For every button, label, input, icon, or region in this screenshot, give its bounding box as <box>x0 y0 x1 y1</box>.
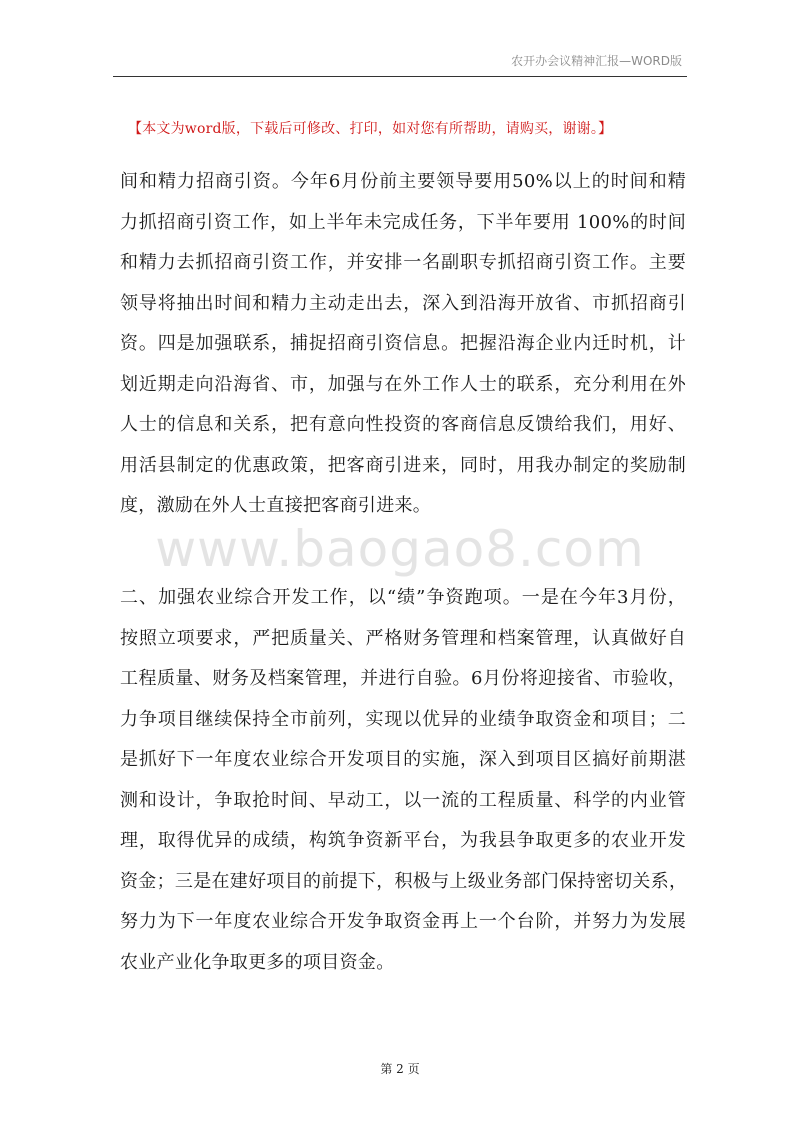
paragraph-line: 是抓好下一年度农业综合开发项目的实施，深入到项目区搞好前期湛 <box>120 749 686 770</box>
paragraph-line: 人士的信息和关系，把有意向性投资的客商信息反馈给我们，用好、 <box>120 414 686 435</box>
paragraph-line: 划近期走向沿海省、市，加强与在外工作人士的联系，充分利用在外 <box>120 373 686 395</box>
paragraph-line: 测和设计，争取抢时间、早动工，以一流的工程质量、科学的内业管 <box>120 789 686 811</box>
paragraph-investment <box>120 162 686 527</box>
download-notice: 【本文为word版，下载后可修改、打印，如对您有所帮助，请购买，谢谢。】 <box>128 121 613 137</box>
paragraph-line: 二、加强农业综合开发工作，以“绩”争资跑项。一是在今年3月份， <box>120 587 686 608</box>
paragraph-line: 度，激励在外人士直接把客商引进来。 <box>120 495 432 516</box>
watermark: www.baogao8.com <box>155 520 645 578</box>
paragraph-line: 工程质量、财务及档案管理，并进行自验。6月份将迎接省、市验收， <box>120 668 686 689</box>
paragraph-line: 按照立项要求，严把质量关、严格财务管理和档案管理，认真做好自 <box>120 627 686 649</box>
paragraph-line: 间和精力招商引资。今年6月份前主要领导要用50%以上的时间和精 <box>120 171 686 192</box>
paragraph-line: 领导将抽出时间和精力主动走出去，深入到沿海开放省、市抓招商引 <box>120 292 686 314</box>
header-divider <box>113 76 687 77</box>
paragraph-line: 力抓招商引资工作，如上半年未完成任务，下半年要用 100%的时间 <box>120 211 686 233</box>
paragraph-line: 力争项目继续保持全市前列，实现以优异的业绩争取资金和项目；二 <box>120 708 686 730</box>
paragraph-line: 资。四是加强联系，捕捉招商引资信息。把握沿海企业内迁时机，计 <box>120 333 686 354</box>
paragraph-line: 和精力去抓招商引资工作，并安排一名副职专抓招商引资工作。主要 <box>120 252 686 273</box>
paragraph-line: 努力为下一年度农业综合开发争取资金再上一个台阶，并努力为发展 <box>120 911 686 932</box>
page-number: 第 2 页 <box>380 1062 420 1076</box>
paragraph-agri-development <box>120 578 686 983</box>
paragraph-line: 理，取得优异的成绩，构筑争资新平台，为我县争取更多的农业开发 <box>120 830 686 851</box>
document-header-title: 农开办会议精神汇报—WORD版 <box>511 54 682 68</box>
paragraph-line: 农业产业化争取更多的项目资金。 <box>120 951 395 973</box>
paragraph-line: 资金；三是在建好项目的前提下，积极与上级业务部门保持密切关系， <box>120 870 688 892</box>
paragraph-line: 用活县制定的优惠政策，把客商引进来，同时，用我办制定的奖励制 <box>120 454 686 476</box>
